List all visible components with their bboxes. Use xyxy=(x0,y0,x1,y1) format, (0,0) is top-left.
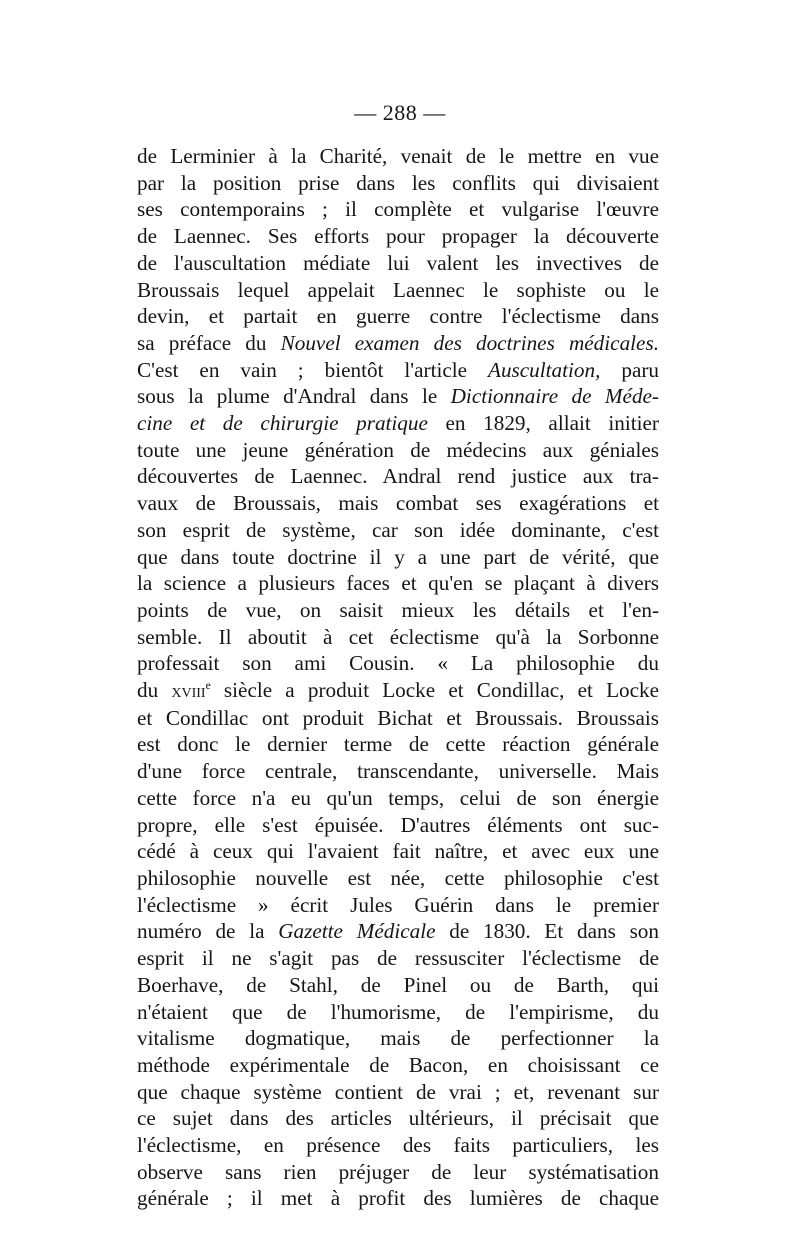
text-line: méthode expérimentale de Bacon, en choisissant ce xyxy=(137,1052,659,1077)
book-title-nouvel-examen: Nouvel examen des doctrines médicales. xyxy=(280,330,659,355)
body-text xyxy=(137,143,659,1212)
text-span: numéro de la xyxy=(137,919,279,944)
article-title-auscultation: Auscultation, xyxy=(488,357,601,382)
text-line: l'éclectisme, en présence des faits particuliers, les xyxy=(137,1133,659,1158)
book-title-dictionnaire: Dictionnaire de Méde- xyxy=(450,384,659,409)
text-line: philosophie nouvelle est née, cette philosophie c'est xyxy=(137,865,659,890)
text-line: ses contemporains ; il complète et vulgarise l'œuvre xyxy=(137,197,659,222)
text-span: C'est en vain ; bientôt l'article xyxy=(137,357,488,382)
text-line xyxy=(137,383,659,410)
text-line: cédé à ceux qui l'avaient fait naître, et avec eux une xyxy=(137,839,659,864)
text-line: propre, elle s'est épuisée. D'autres éléments ont suc- xyxy=(137,812,659,837)
text-line: que dans toute doctrine il y a une part de vérité, que xyxy=(137,544,659,569)
text-line: la science a plusieurs faces et qu'en se plaçant à divers xyxy=(137,571,659,596)
text-line xyxy=(137,410,659,437)
text-span: sous la plume d'Andral dans le xyxy=(137,384,451,409)
text-line: cette force n'a eu qu'un temps, celui de son énergie xyxy=(137,785,659,810)
text-span: de 1830. Et dans son xyxy=(435,919,659,944)
text-line: d'une force centrale, transcendante, universelle. Mais xyxy=(137,759,659,784)
text-line: esprit il ne s'agit pas de ressusciter l'éclectisme de xyxy=(137,946,659,971)
text-line: de Lerminier à la Charité, venait de le mettre en vue xyxy=(137,144,659,168)
text-line xyxy=(137,330,659,357)
ordinal-superscript: e xyxy=(205,678,211,692)
text-line: son esprit de système, car son idée dominante, c'est xyxy=(137,517,659,542)
text-line: devin, et partait en guerre contre l'éclectisme dans xyxy=(137,304,659,329)
book-title-dictionnaire-cont: cine et de chirurgie pratique xyxy=(137,411,428,436)
text-line: Broussais lequel appelait Laennec le sophiste ou le xyxy=(137,277,659,302)
text-line: vitalisme dogmatique, mais de perfectionner la xyxy=(137,1026,659,1051)
text-line xyxy=(137,357,659,384)
text-line: semble. Il aboutit à cet éclectisme qu'à la Sorbonne xyxy=(137,624,659,649)
text-span: sa préface du xyxy=(137,330,281,355)
text-line: de Laennec. Ses efforts pour propager la découverte xyxy=(137,224,659,249)
text-line: par la position prise dans les conflits qui divisaient xyxy=(137,170,659,195)
page-number: — 288 — xyxy=(354,100,446,125)
text-line xyxy=(137,677,659,705)
text-line: générale ; il met à profit des lumières de chaque xyxy=(137,1186,659,1211)
text-line: toute une jeune génération de médecins aux géniales xyxy=(137,437,659,462)
text-line: vaux de Broussais, mais combat ses exagérations et xyxy=(137,491,659,516)
text-span: en 1829, allait initier xyxy=(427,411,659,436)
text-line: n'étaient que de l'humorisme, de l'empirisme, du xyxy=(137,999,659,1024)
text-line: points de vue, on saisit mieux les détails et l'en- xyxy=(137,597,659,622)
text-line: est donc le dernier terme de cette réaction générale xyxy=(137,732,659,757)
text-line: observe sans rien préjuger de leur systématisation xyxy=(137,1159,659,1184)
text-line: ce sujet dans des articles ultérieurs, il précisait que xyxy=(137,1106,659,1131)
text-line: Boerhave, de Stahl, de Pinel ou de Barth, qui xyxy=(137,972,659,997)
text-span: paru xyxy=(600,357,659,382)
text-span: siècle a produit Locke et Condillac, et Locke xyxy=(210,678,660,703)
text-line: de l'auscultation médiate lui valent les invectives de xyxy=(137,250,659,275)
text-span: du xyxy=(137,678,172,703)
journal-title-gazette: Gazette Médicale xyxy=(278,919,436,944)
text-line: l'éclectisme » écrit Jules Guérin dans le premier xyxy=(137,892,659,917)
century-numeral: xviii xyxy=(171,680,206,703)
text-line: découvertes de Laennec. Andral rend justice aux tra- xyxy=(137,464,659,489)
text-line: professait son ami Cousin. « La philosophie du xyxy=(137,651,659,676)
text-line xyxy=(137,918,659,945)
text-line: que chaque système contient de vrai ; et, revenant sur xyxy=(137,1079,659,1104)
text-line: et Condillac ont produit Bichat et Broussais. Broussais xyxy=(137,705,659,730)
